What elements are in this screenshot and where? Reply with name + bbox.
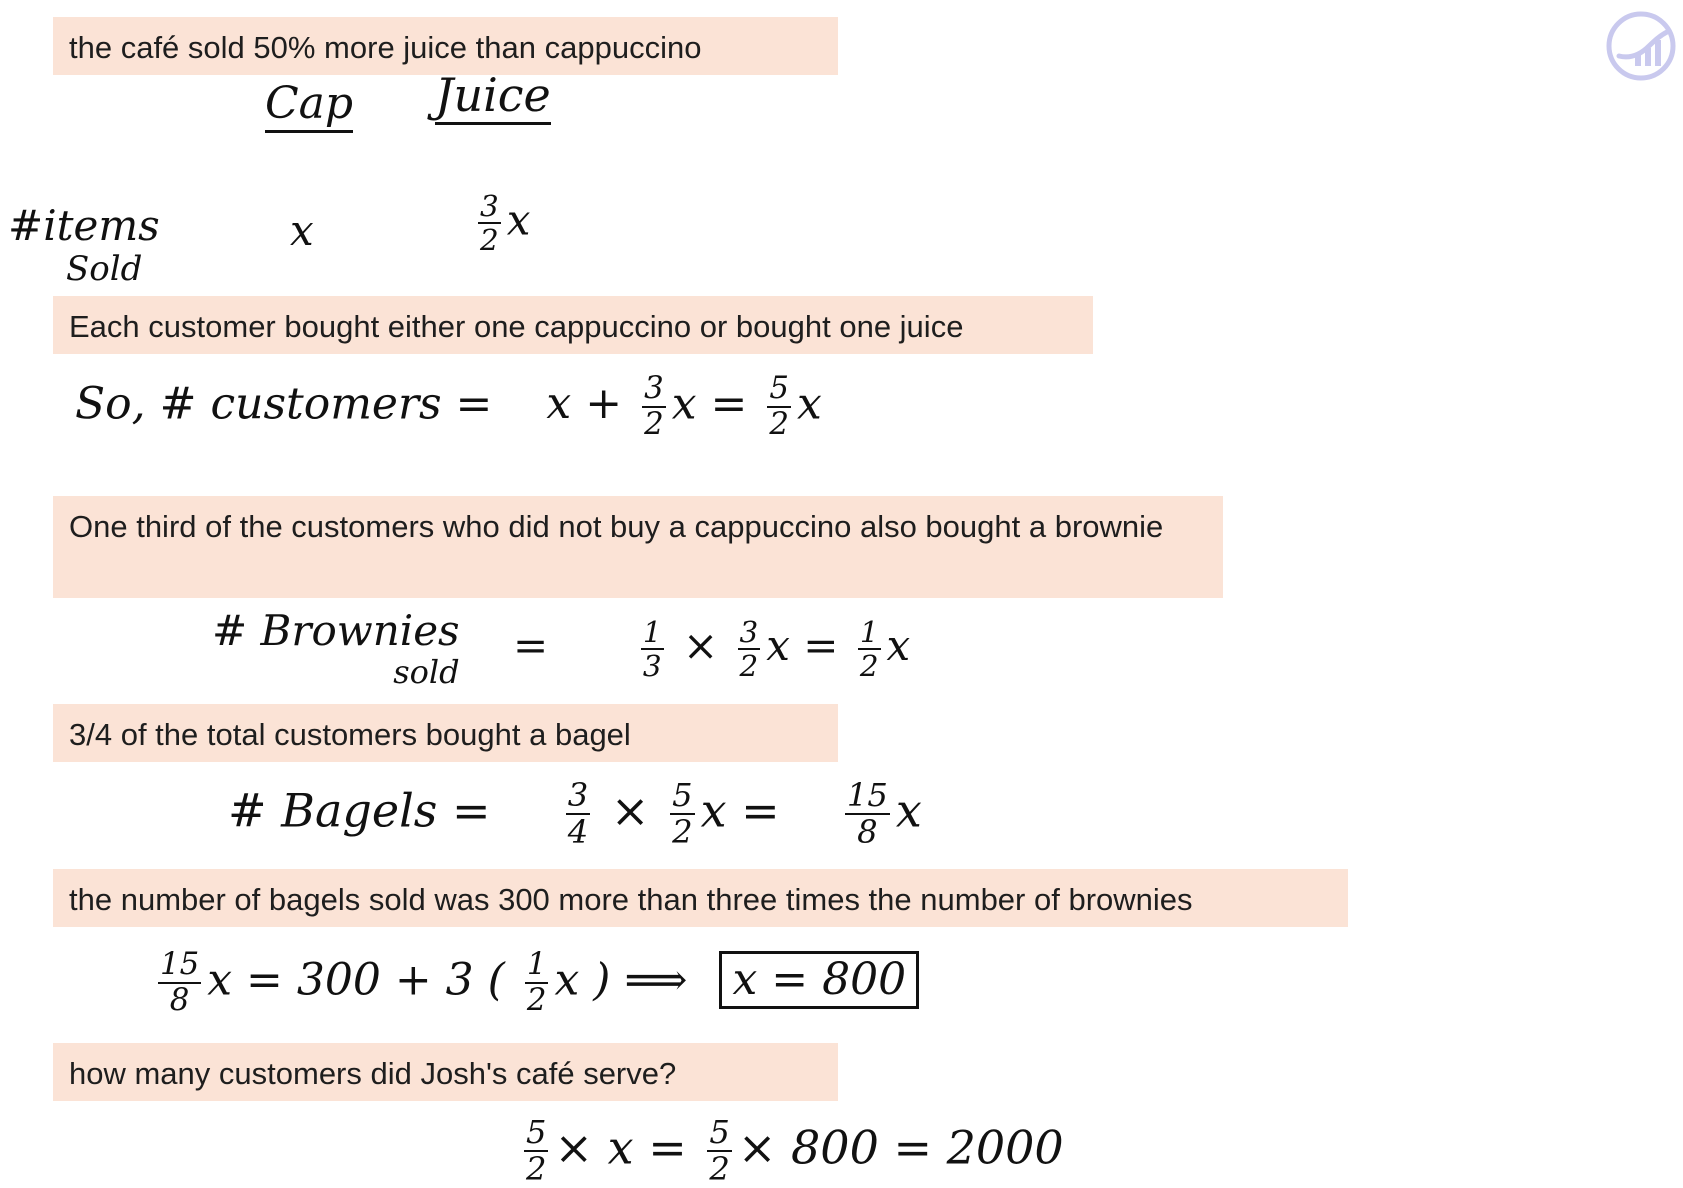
equation-brownies: # Brownies sold = $\frac{1}{3}$ × $\frac{3}{2}$ x = $\frac{1}{2}$ x — [212, 606, 911, 691]
juice-items-value: $\frac{3}{2}$ x — [480, 189, 531, 258]
equation-total-customers: $\frac{5}{2}$ × x = $\frac{5}{2}$ × 800 = 2000 — [526, 1113, 1064, 1188]
prompt-juice-vs-cappuccino: the café sold 50% more juice than cappuccino — [53, 17, 838, 75]
prompt-how-many-customers: how many customers did Josh's café serve? — [53, 1043, 838, 1101]
col-header-cap: Cap — [265, 82, 353, 133]
prompt-bagel-fraction: 3/4 of the total customers bought a bagel — [53, 704, 838, 762]
prompt-each-customer: Each customer bought either one cappuccino or bought one juice — [53, 296, 1093, 354]
cap-items-value: x — [290, 206, 314, 255]
col-header-juice: Juice — [435, 72, 551, 125]
row-label-sold: Sold — [66, 249, 143, 289]
boxed-answer-x: x = 800 — [719, 951, 919, 1009]
row-label-items: #items — [8, 201, 160, 250]
equation-bagels: # Bagels = $\frac{3}{4}$ × $\frac{5}{2}$ x = $\frac{15}{8}$ x — [228, 776, 922, 852]
prompt-one-third-brownie: One third of the customers who did not buy a cappuccino also bought a brownie — [53, 496, 1223, 598]
prompt-bagels-vs-brownies: the number of bagels sold was 300 more than three times the number of brownies — [53, 869, 1348, 927]
equation-solve-x: $\frac{15}{8}$ x = 300 + 3 ( $\frac{1}{2}$ x ) ⟹ x = 800 — [152, 948, 919, 1018]
equation-customers: So, # customers = x + $\frac{3}{2}$ x = $\frac{5}{2}$ x — [75, 370, 822, 442]
chart-logo-icon — [1605, 10, 1677, 82]
